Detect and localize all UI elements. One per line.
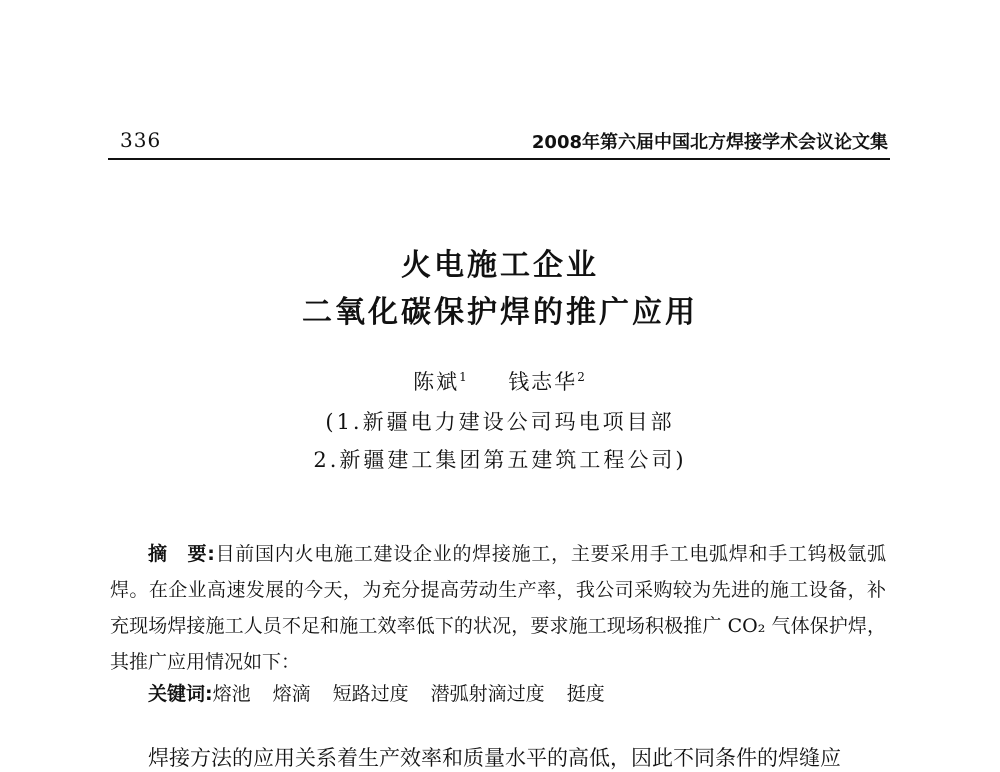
paper-title-line-2: 二氧化碳保护焊的推广应用 — [302, 295, 698, 330]
keywords-label: 关键词 — [148, 683, 206, 705]
author-name: 陈斌 — [413, 370, 460, 394]
author-list — [0, 366, 1000, 396]
author-affiliation-mark: 1 — [459, 370, 469, 384]
keywords: 关键词:熔池 熔滴 短路过度 潜弧射滴过度 挺度 — [148, 679, 627, 706]
abstract-text: 目前国内火电施工建设企业的焊接施工，主要采用手工电弧焊和手工钨极氩弧焊。在企业高速发展的今天，为充分提高劳动生产率，我公司采购较为先进的施工设备，补充现场焊接施工人员不足和施工效率低下的状况，要求施工现场积极推广 CO₂ 气体保护焊，其推广应用情况如下： — [110, 543, 886, 673]
running-header-title: 2008年第六届中国北方焊接学术会议论文集 — [531, 132, 888, 153]
keyword: 短路过度 — [332, 683, 409, 705]
header-divider — [108, 158, 890, 160]
paper-title-line-1: 火电施工企业 — [401, 248, 599, 283]
keyword: 熔池 — [212, 683, 251, 705]
abstract: 摘 要:目前国内火电施工建设企业的焊接施工，主要采用手工电弧焊和手工钨极氩弧焊。在企业高速发展的今天，为充分提高劳动生产率，我公司采购较为先进的施工设备，补充现场焊接施工人员不足和施工效率低下的状况，要求施工现场积极推广 CO₂ 气体保护焊，其推广应用情况如下： — [110, 543, 886, 673]
affiliation-line-1: (1.新疆电力建设公司玛电项目部 — [325, 410, 675, 434]
page-number: 336 — [120, 128, 162, 152]
author-name: 钱志华 — [508, 370, 578, 394]
author-affiliation-mark: 2 — [577, 370, 587, 384]
abstract-label: 摘 要 — [148, 543, 208, 565]
affiliation-line-2: 2.新疆建工集团第五建筑工程公司) — [313, 448, 687, 472]
keyword: 挺度 — [566, 683, 605, 705]
keyword: 熔滴 — [272, 683, 311, 705]
body-text-first-line: 焊接方法的应用关系着生产效率和质量水平的高低，因此不同条件的焊缝应 — [148, 746, 841, 770]
keyword: 潜弧射滴过度 — [430, 683, 545, 705]
